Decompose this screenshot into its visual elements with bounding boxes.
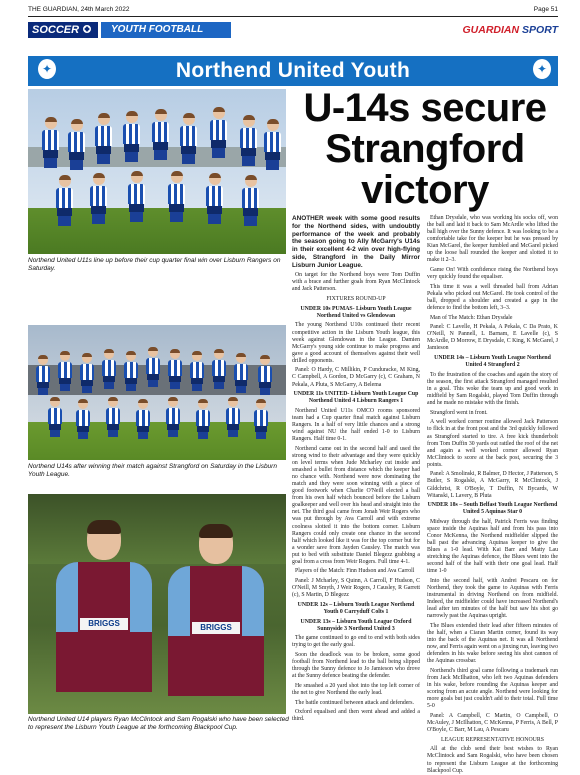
article-paragraph: FIXTURES ROUND-UP xyxy=(326,296,386,303)
article-paragraph: Strangford went in front. xyxy=(430,409,488,416)
article-headline: U-14s secure Strangford victory xyxy=(303,86,547,212)
header-rule xyxy=(28,16,558,17)
team-photo-u11 xyxy=(28,89,286,254)
article-paragraph: Panel: A Campbell, C Martin, O Campbell, O McAuley, J McIlhatton, C McKenna, P Ferris, A Bell, P O'Boyle, C Barr, M Lau, A Pescaru xyxy=(427,712,558,734)
article-paragraph: On target for the Northend boys were Tom Duffin with a brace and further goals from Ryan McClintock and Jack Patterson. xyxy=(292,272,420,293)
article-paragraph: Panel: A Smolinski, R Balmer, D Hector, J Patterson, S Butler, S Rogalski, A McGarry, R McClintock, J Gildchrist, R O'Boyle, T Duffin, N Bycards, W Witanski, L Lavery, B Pluta xyxy=(427,471,558,499)
article-column-2 xyxy=(427,215,558,774)
article-paragraph: Panel: C Lavelle, H Pekala, A Pekala, C Da Prato, K O'Neill, N Pannell, L Barnam, E Lavelle (c), S McArdle, D Morrow, E Drysdale, C King, K McGarel, J Jamieson xyxy=(427,324,558,352)
club-crest-icon: ✦ xyxy=(36,57,58,81)
team-title: Northend United Youth xyxy=(175,59,411,82)
section-banner xyxy=(28,22,558,38)
photo-caption: Northend United U14 players Ryan McClintock and Sam Rogalski who have been selected to represent the Lisburn Youth League at the forthcoming Blackpool Cup. xyxy=(28,716,289,731)
article-paragraph: He smashed a 20 yard shot into the top left corner of the net to give Northend the early lead. xyxy=(292,682,420,696)
article-paragraph: UNDER 18s – South Belfast Youth League Northend United 5 Aquinas Star 0 xyxy=(427,502,558,516)
article-paragraph: Oxford equalised and then went ahead and added a third. xyxy=(292,709,420,723)
players-photo: BRIGGS BRIGGS xyxy=(28,494,286,714)
article-paragraph: UNDER 13s – Lisburn Youth League Oxford Sunnyside 3 Northend United 3 xyxy=(300,618,412,632)
article-paragraph: UNDER 10s PUMAS- Lisburn Youth League Northend United vs Glendowan xyxy=(300,305,412,319)
article-paragraph: A well worked corner routine allowed Jack Patterson to flick in at the front post and the 3rd quickly followed as Strangford started to tire. A free kick thunderbolt from Tom Duffin 30 yards out rattled the roof of the net and again a well worked corner allowed Ryan McClintock to score at the back post, securing the 3 points. xyxy=(427,419,558,468)
article-paragraph: UNDER 12s – Lisburn Youth League Northend Youth 0 Carryduff Colts 1 xyxy=(297,601,415,615)
article-paragraph: Players of the Match: Finn Hudson and Ava Carroll xyxy=(295,568,415,575)
article-paragraph: The Blues extended their lead after fifteen minutes of the half, when a Ciaran Martin corner, found its way into the back of the Aquinas net. It was all Northend now, and Ferris again went on a jinxing run, leaving two defenders in his wake before seeing his shot cannon of the Aquinas crossbar. xyxy=(427,623,558,665)
article-paragraph: The young Northend U10s continued their recent competitive action in the Lisburn Youth league, this week against Glendowan in the League. Damien McGarry's young side continue to make progress and gave a good account of themselves against their well drilled opponents. xyxy=(292,322,420,364)
article-paragraph: All at the club send their best wishes to Ryan McClintock and Sam Rogalski, who have been chosen to represent the Lisburn League at the forthcoming Blackpool Cup. xyxy=(427,746,558,774)
article-paragraph: UNDER 14s – Lisburn Youth League Northend United 4 Strangford 2 xyxy=(434,355,551,369)
article-paragraph: Panel: J Mcharley, S Quinn, A Carroll, F Hudson, C O'Neill, M Smyth, J Weir Rogers, J Causley, R Garrett (c), S Martin, D Blegezz xyxy=(292,578,420,599)
club-crest-icon: ✦ xyxy=(531,57,553,81)
article-paragraph: ANOTHER week with some good results for the Northend sides, with undoubtly performance of the week and probably the season going to Ally McGarry's U14s in their excellent 4-2 win over high-flying side, Strangford in the Daily Mirror Lisburn Junior League. xyxy=(292,215,420,269)
soccer-label: SOCCER xyxy=(28,22,98,38)
page-number: Page 51 xyxy=(533,6,558,13)
section-label: YOUTH FOOTBALL xyxy=(101,22,231,38)
article-paragraph: Into the second half, with Andrei Pescaru on for Northend, they took the game to Aquinas with Ferris instrumental in driving Northend on from midfield. Indeed, the midfielder could have increased Northend's lead after ten minutes of the half but saw his shot go narrowly past the Aquinas upright. xyxy=(427,578,558,620)
article-paragraph: LEAGUE REPRESENTATIVE HONOURS xyxy=(441,736,544,743)
article-paragraph: Northend came out in the second half and used the strong wind to their advantage and they were quickly on level terms when Jude Mcharley cut inside and smashed a bullet from distance which the keeper had no chance with. Northend were now dominating the match and they were soon winning with a piece of good footwork when Charlie O'Neill elected a ball from his own half which bounced before the Lisburn goalkeeper and well over his head and straight into the net. The third goal came from Jonah Weir Rogers who was put through by Ava Carroll and with extreme coolness slotted it into the bottom corner. Lisburn Rangers could only create one chance in the second half which looked like it was for the top corner but for a wonder save from Jayden Causley. The match was put to bed with substitute Daniel Blegezz grabbing a goal from a cross from Weir Rogers. Full time 4-1. xyxy=(292,445,420,565)
article-paragraph: To the frustration of the coaches and again the story of the season, the first attack Strangford managed resulted in a goal. This woke the team up and good work in midfield by Sam Rogalski, played Tom Duffin through and he made no mistake with the finish. xyxy=(427,371,558,407)
brand-logo: GUARDIAN SPORT xyxy=(462,24,558,36)
article-paragraph: Man of The Match: Ethan Drysdale xyxy=(430,314,513,321)
article-column-1 xyxy=(292,215,420,725)
photo-caption: Northend U14s after winning their match against Strangford on Saturday in the Lisburn Youth League. xyxy=(28,463,277,478)
publication-date: THE GUARDIAN, 24th March 2022 xyxy=(28,6,130,13)
article-paragraph: Soon the deadlock was to be broken, some good football from Northend lead to the ball being slipped through the Sunny defence to Jo Jamieson who drove at the Sunny defence beating the defender. xyxy=(292,652,420,680)
football-icon xyxy=(82,24,92,34)
article-paragraph: Northend United U11s OMCO rooms sponsored team had a Cup quarter final match against Lisburn Rangers. In a half of very little chances and a strong wind against NU the half ended 1-0 to Lisburn Rangers. Half time 0-1. xyxy=(292,407,420,443)
article-paragraph: Game On! With confidence rising the Northend boys very quickly found the equaliser. xyxy=(427,267,558,281)
article-paragraph: UNDER 11s UNITED- Lisburn Youth League Cup Northend United 4 Lisburn Rangers 1 xyxy=(293,391,419,405)
team-title-bar xyxy=(28,56,558,86)
article-paragraph: Northend's third goal came following a trademark run from Jack McIlhatton, who left two Aquinas defenders in his wake, before rounding the Aquinas keeper and scoring from an acute angle. Northend were looking for more goals but just couldn't add to their total. Full time 5-0 xyxy=(427,668,558,710)
page-header xyxy=(28,6,558,16)
team-photo-u14 xyxy=(28,325,286,460)
article-paragraph: The battle continued between attack and defenders. xyxy=(295,699,414,706)
article-paragraph: Panel: O Hardy, C Millikin, P Cunduracke, M King, C Campbell, A Gordon, D McGarry (c), C Graham, N Pekala, A Pluta, S McGarry, A Belema xyxy=(292,367,420,388)
article-paragraph: This time it was a well threaded ball from Adrian Pekala who picked out McGarel. He took control of the ball, dropped a shoulder and created a gap in the defence to find the bottom left, 3–3. xyxy=(427,283,558,311)
photo-caption: Northend United U11s line up before their cup quarter final win over Lisburn Rangers on Saturday. xyxy=(28,257,281,272)
article-paragraph: The game continued to go end to end with both sides trying to get the early goal. xyxy=(292,635,420,649)
article-paragraph: Ethan Drysdale, who was working his socks off, won the ball and laid it back to Sam McArdle who lifted the ball high over the Sunny defence. It was looking to be a comfortable take for the keeper but he was pressed by Kian McGarel, the keeper fumbled and McGarel picked up the loose ball rounded the keeper and slotted it to make it 2–3. xyxy=(427,215,558,264)
article-paragraph: Midway through the half, Patrick Ferris was finding space inside the Aquinas half and from his pass into Conor McKenna, the Northend midfielder slipped the ball past the advancing Aquinas keeper to give the Blues a 1-0 lead. With Kai Barr and Matty Lau stretching the Aquinas defence, the Blues went into the second half of the half with their one goal lead. Half time 1-0 xyxy=(427,518,558,575)
